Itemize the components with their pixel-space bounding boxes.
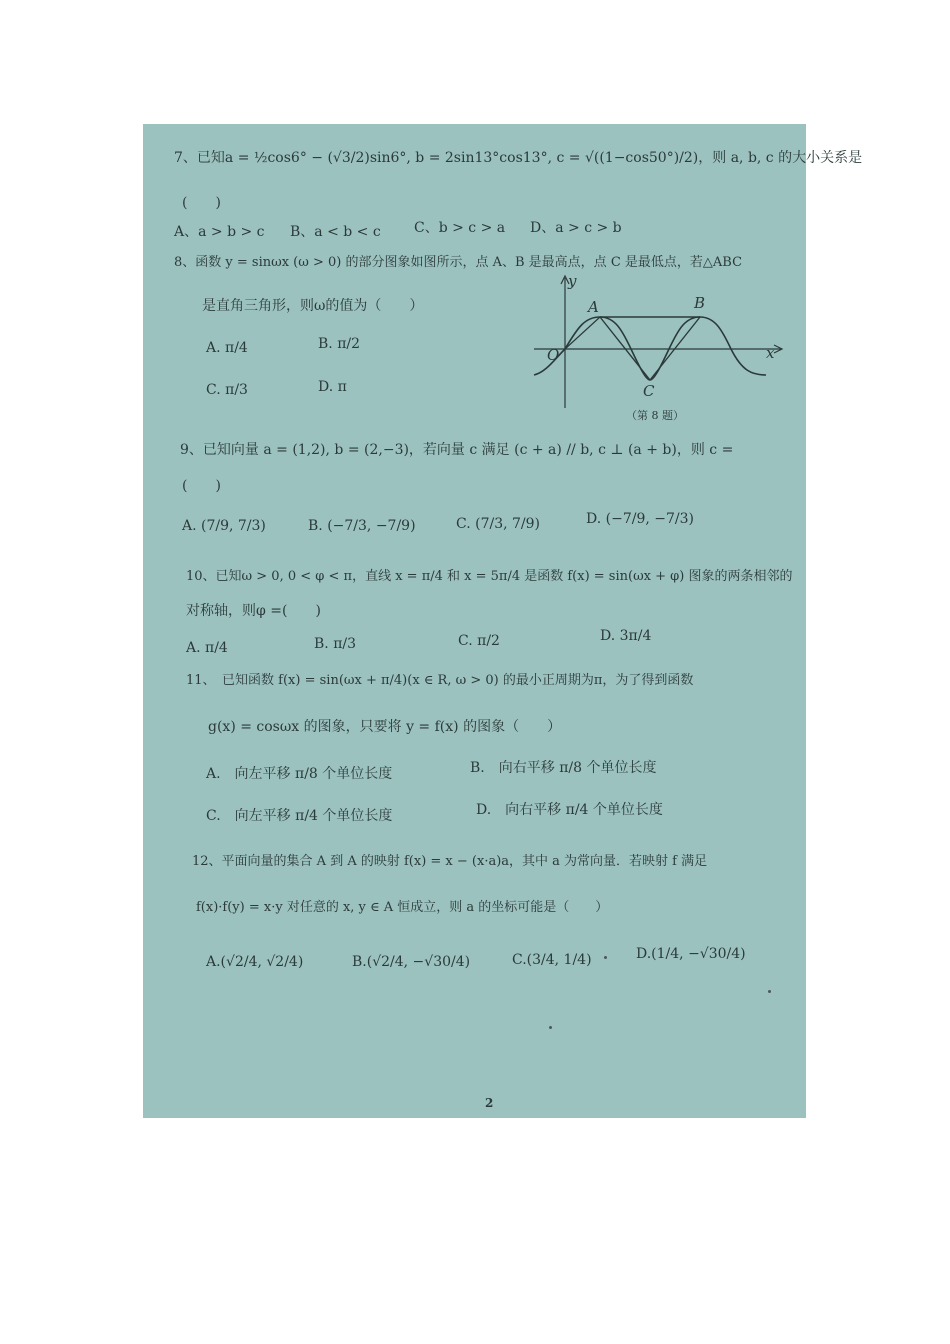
- q11-stem: 11、 已知函数 f(x) = sin(ωx + π/4)(x ∈ R, ω > 0) 的最小正周期为π，为了得到函数: [186, 673, 694, 688]
- q11-stem2: g(x) = cosωx 的图象，只要将 y = f(x) 的图象（ ）: [208, 719, 562, 735]
- q8-sine-figure: [520, 272, 790, 412]
- page-number: 2: [485, 1096, 494, 1110]
- q7-option-c: C、b > c > a: [414, 220, 506, 236]
- q10-option-a: A. π/4: [186, 640, 228, 656]
- q10-option-b: B. π/3: [314, 636, 357, 652]
- q11-option-d: D. 向右平移 π/4 个单位长度: [476, 802, 663, 818]
- q11-option-c: C. 向左平移 π/4 个单位长度: [206, 808, 393, 824]
- q10-stem: 10、已知ω > 0, 0 < φ < π，直线 x = π/4 和 x = 5π/4 是函数 f(x) = sin(ωx + φ) 图象的两条相邻的: [186, 569, 793, 584]
- q9-option-d: D. (−7/9, −7/3): [586, 511, 694, 527]
- q7-paren: ( ): [182, 195, 221, 211]
- q9-option-a: A. (7/9, 7/3): [182, 518, 266, 534]
- q8-point-c-label: C: [643, 382, 655, 400]
- scan-speck: [549, 1026, 552, 1029]
- q9-option-b: B. (−7/3, −7/9): [308, 518, 416, 534]
- q12-stem: 12、平面向量的集合 A 到 A 的映射 f(x) = x − (x·a)a，其中 a 为常向量．若映射 f 满足: [192, 854, 708, 869]
- q7-stem: 7、已知a = ½cos6° − (√3/2)sin6°, b = 2sin13°cos13°, c = √((1−cos50°)/2)，则 a, b, c 的大小关系是: [174, 150, 863, 166]
- q8-option-c: C. π/3: [206, 382, 248, 398]
- q8-origin-label: O: [547, 346, 560, 364]
- scan-speck: [768, 990, 771, 993]
- q8-y-axis-label: y: [568, 272, 577, 290]
- q12-option-b: B.(√2/4, −√30/4): [352, 954, 471, 970]
- q7-option-d: D、a > c > b: [530, 220, 622, 236]
- q8-point-a-label: A: [588, 298, 599, 316]
- q7-option-a: A、a > b > c: [174, 224, 265, 240]
- q12-option-a: A.(√2/4, √2/4): [206, 954, 304, 970]
- q7-option-b: B、a < b < c: [290, 224, 381, 240]
- q11-option-b: B. 向右平移 π/8 个单位长度: [470, 760, 657, 776]
- q8-x-axis-label: x: [766, 344, 775, 362]
- q8-option-d: D. π: [318, 379, 347, 395]
- q10-option-c: C. π/2: [458, 633, 500, 649]
- q8-option-b: B. π/2: [318, 336, 361, 352]
- q12-stem2: f(x)·f(y) = x·y 对任意的 x, y ∈ A 恒成立，则 a 的坐标可能是（ ）: [196, 900, 609, 915]
- q9-stem: 9、已知向量 a = (1,2), b = (2,−3)，若向量 c 满足 (c + a) // b, c ⊥ (a + b)，则 c =: [180, 442, 734, 458]
- q12-option-d: D.(1/4, −√30/4): [636, 946, 746, 962]
- q8-stem2: 是直角三角形，则ω的值为（ ）: [202, 298, 424, 314]
- q8-figure-caption: （第 8 题）: [626, 409, 684, 422]
- q12-option-c: C.(3/4, 1/4): [512, 952, 592, 968]
- q10-stem2: 对称轴，则φ =( ): [186, 603, 321, 619]
- q9-paren: ( ): [182, 478, 221, 494]
- scan-speck: [604, 956, 607, 959]
- q8-point-b-label: B: [694, 294, 706, 312]
- q8-option-a: A. π/4: [206, 340, 248, 356]
- q9-option-c: C. (7/3, 7/9): [456, 516, 540, 532]
- q11-option-a: A. 向左平移 π/8 个单位长度: [206, 766, 393, 782]
- q8-stem: 8、函数 y = sinωx (ω > 0) 的部分图象如图所示，点 A、B 是最高点，点 C 是最低点，若△ABC: [174, 255, 743, 270]
- q10-option-d: D. 3π/4: [600, 628, 652, 644]
